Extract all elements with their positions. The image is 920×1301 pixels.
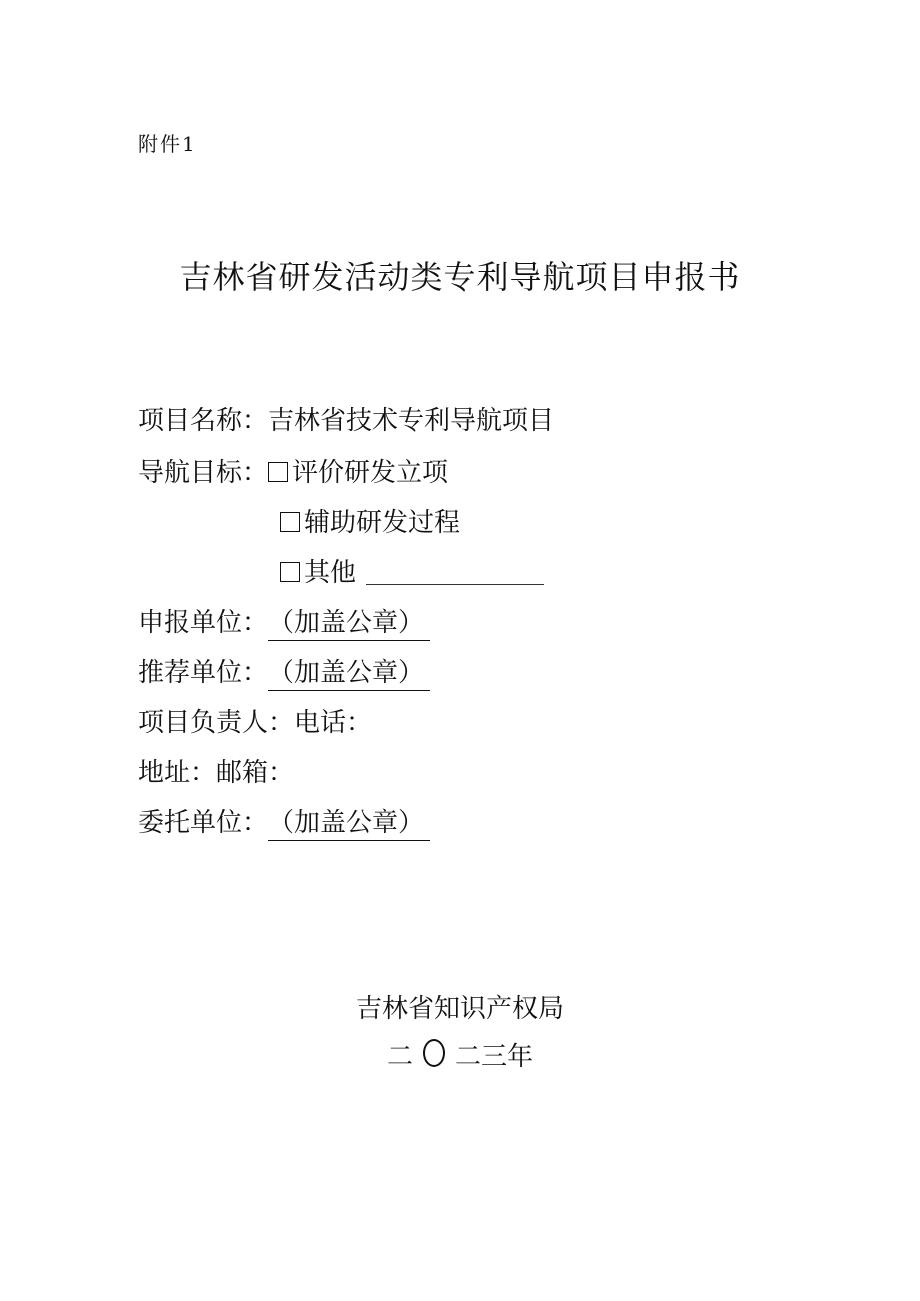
zero-circle-icon (423, 1039, 445, 1067)
checkbox-icon[interactable] (268, 462, 288, 482)
entrusted-seal-field[interactable]: （加盖公章） (268, 806, 430, 841)
issuer: 吉林省知识产权局 (355, 994, 564, 1024)
checkbox-icon[interactable] (280, 562, 300, 582)
recommender-row (138, 656, 430, 691)
nav-goal-label: 导航目标： (138, 458, 269, 488)
applicant-seal-field[interactable]: （加盖公章） (268, 606, 430, 641)
applicant-row (138, 606, 430, 641)
nav-goal-row (138, 456, 448, 490)
nav-goal-option-1: 评价研发立项 (292, 458, 449, 488)
nav-goal-option-row-2 (280, 506, 460, 540)
email-label: 邮箱： (216, 758, 295, 788)
nav-goal-option-3: 其他 (304, 558, 357, 588)
project-name-row (138, 404, 554, 438)
attachment-label: 附件1 (138, 132, 197, 156)
entrusted-row (138, 806, 430, 841)
other-blank-field[interactable] (366, 558, 544, 585)
entrusted-label: 委托单位： (138, 808, 269, 838)
recommender-seal-field[interactable]: （加盖公章） (268, 656, 430, 691)
leader-label: 项目负责人： (138, 708, 295, 738)
phone-label: 电话： (294, 708, 373, 738)
issue-year (0, 1036, 920, 1073)
applicant-label: 申报单位： (138, 608, 269, 638)
leader-row (138, 706, 372, 740)
project-name-label: 项目名称： (138, 406, 269, 436)
address-label: 地址： (138, 758, 217, 788)
address-row (138, 756, 294, 790)
year-suffix: 二三年 (455, 1042, 534, 1072)
project-name-value: 吉林省技术专利导航项目 (268, 406, 555, 436)
year-prefix: 二 (386, 1042, 413, 1072)
checkbox-icon[interactable] (280, 512, 300, 532)
nav-goal-option-row-3 (280, 556, 544, 590)
document-title: 吉林省研发活动类专利导航项目申报书 (179, 258, 741, 296)
nav-goal-option-2: 辅助研发过程 (304, 508, 461, 538)
recommender-label: 推荐单位： (138, 658, 269, 688)
